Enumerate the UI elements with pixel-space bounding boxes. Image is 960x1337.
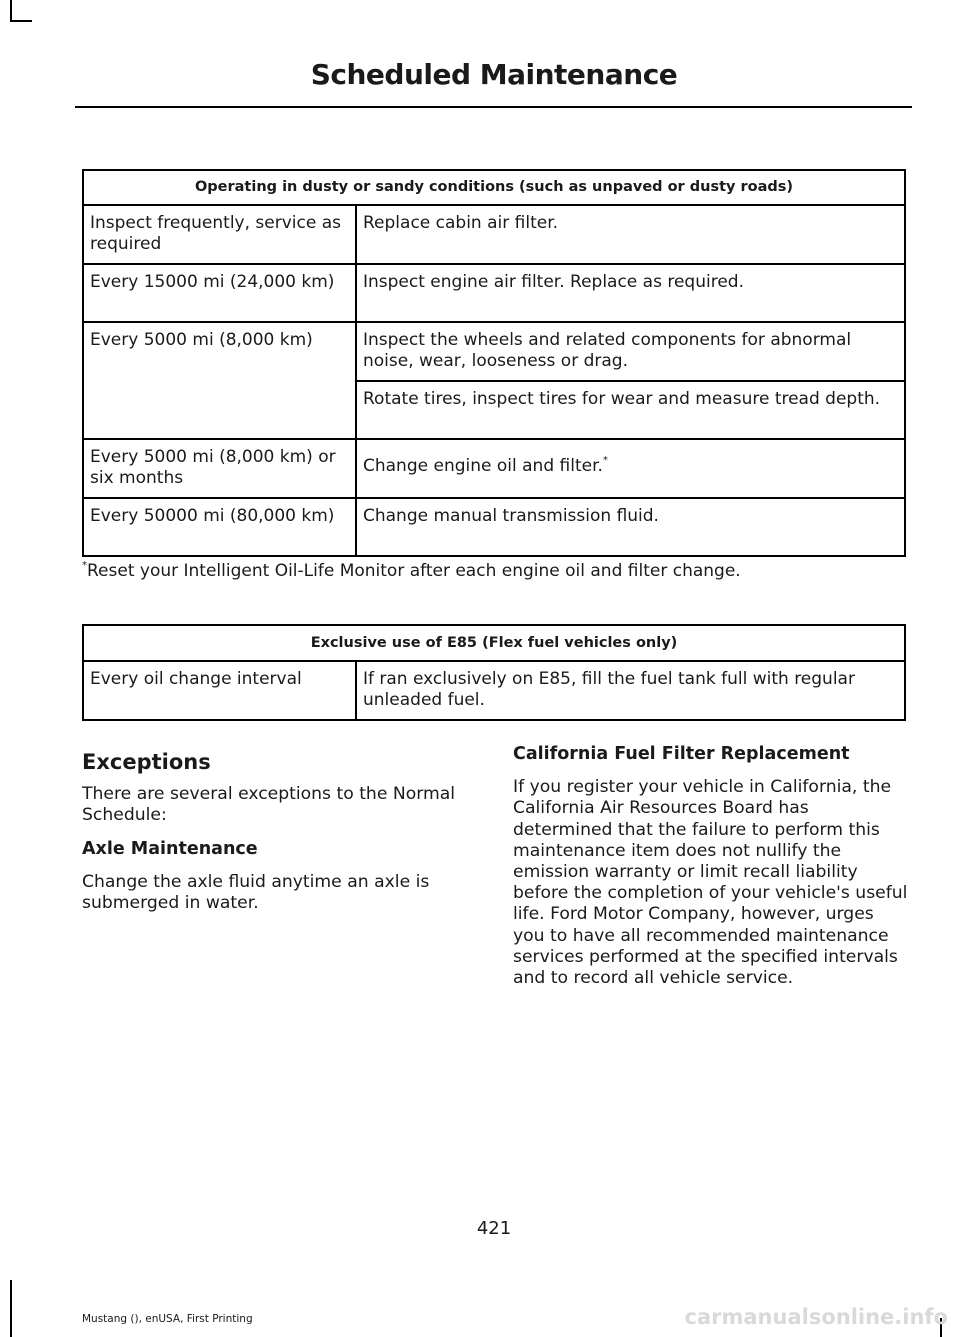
action-cell: Inspect engine air filter. Replace as required. — [356, 264, 905, 322]
crop-mark — [10, 0, 12, 20]
table-heading: Exclusive use of E85 (Flex fuel vehicles only) — [83, 625, 905, 661]
table-row — [83, 264, 905, 322]
interval-cell: Every oil change interval — [83, 661, 356, 720]
california-heading: California Fuel Filter Replacement — [513, 744, 850, 764]
table-row — [83, 498, 905, 556]
footnote-marker: * — [602, 455, 608, 466]
interval-cell: Every 5000 mi (8,000 km) — [83, 322, 356, 381]
exceptions-intro: There are several exceptions to the Normal Schedule: — [82, 784, 456, 826]
interval-cell: Every 15000 mi (24,000 km) — [83, 264, 356, 322]
title-divider — [75, 106, 912, 108]
table-row — [83, 439, 905, 498]
footer-text: Mustang (), enUSA, First Printing — [82, 1313, 253, 1325]
action-cell: If ran exclusively on E85, fill the fuel tank full with regular unleaded fuel. — [356, 661, 905, 720]
watermark: carmanualsonline.info — [684, 1305, 948, 1329]
page-number: 421 — [476, 1218, 512, 1239]
interval-cell: Inspect frequently, service as required — [83, 205, 356, 264]
footnote-text: Reset your Intelligent Oil-Life Monitor after each engine oil and filter change. — [87, 561, 741, 581]
action-cell: Replace cabin air filter. — [356, 205, 905, 264]
table-row — [83, 322, 905, 381]
action-cell: Change manual transmission fluid. — [356, 498, 905, 556]
table-heading: Operating in dusty or sandy conditions (such as unpaved or dusty roads) — [83, 170, 905, 205]
interval-cell: Every 50000 mi (80,000 km) — [83, 498, 356, 556]
footnote-marker: * — [82, 560, 87, 571]
exceptions-section — [82, 752, 477, 914]
page-title: Scheduled Maintenance — [310, 58, 678, 91]
action-text: Change engine oil and filter. — [363, 456, 603, 476]
footnote — [82, 561, 741, 581]
table-row — [83, 661, 905, 720]
exceptions-heading: Exceptions — [82, 750, 211, 774]
dusty-conditions-table — [82, 169, 906, 557]
action-cell: Rotate tires, inspect tires for wear and measure tread depth. — [356, 381, 905, 439]
interval-cell: Every 5000 mi (8,000 km) or six months — [83, 439, 356, 498]
action-cell: Inspect the wheels and related components for abnormal noise, wear, looseness or drag. — [356, 322, 905, 381]
table-row — [83, 381, 905, 439]
crop-mark — [10, 1280, 12, 1337]
axle-text: Change the axle fluid anytime an axle is submerged in water. — [82, 871, 430, 914]
california-text: If you register your vehicle in California, the California Air Resources Board has determined that the failure to perform this maintenance item does not nullify the emission warranty or limit recall liability before the completion of your vehicle's useful life. Ford Motor Company, however, urges you to have all recommended maintenance services performed at the specified intervals and to record all vehicle service. — [513, 777, 908, 989]
crop-mark — [10, 20, 32, 22]
e85-table — [82, 624, 906, 721]
action-cell — [356, 439, 905, 498]
california-section — [513, 744, 908, 989]
table-row — [83, 205, 905, 264]
interval-cell — [83, 381, 356, 439]
axle-heading: Axle Maintenance — [82, 838, 258, 859]
